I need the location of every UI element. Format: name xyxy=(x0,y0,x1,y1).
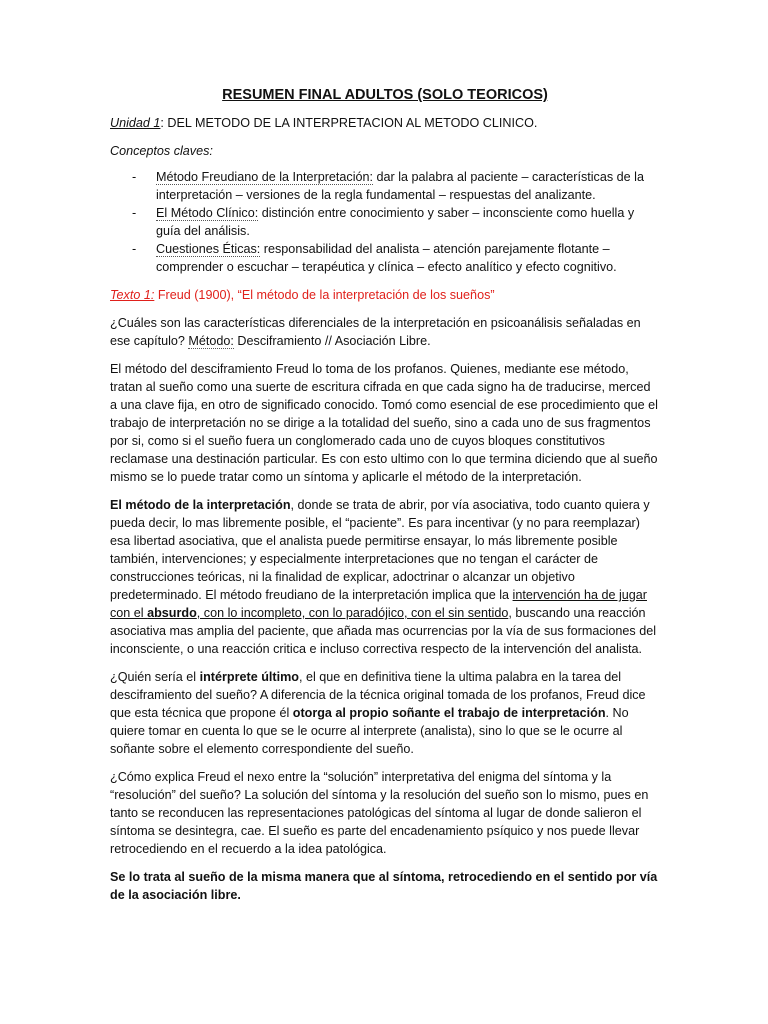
p3-text-2: , el que en definitiva tiene la ultima palabra en la tarea del desciframiento del sueño? A diferencia de la técnica original tomada de los profanos, Freud dice que esta técnica que propone él xyxy=(110,670,646,720)
concept-desc: distinción entre conocimiento y saber – inconsciente como huella y guía del análisis. xyxy=(156,206,635,238)
method-label: Método: xyxy=(188,334,234,348)
dash-bullet: - xyxy=(132,242,137,256)
concept-term: Método Freudiano de la Interpretación: xyxy=(156,170,374,184)
unit-text: : DEL METODO DE LA INTERPRETACION AL METODO CLINICO. xyxy=(160,116,538,130)
dash-bullet: - xyxy=(132,170,137,184)
p2-bold: El método de la interpretación xyxy=(110,498,291,512)
concept-desc: responsabilidad del analista – atención parejamente flotante – comprender o escuchar – terapéutica y clínica – efecto analítico y efecto cognitivo. xyxy=(156,242,617,274)
paragraph-3 xyxy=(110,668,660,758)
question-1 xyxy=(110,314,660,350)
q1-text: ¿Cuáles son las características diferenciales de la interpretación en psicoanálisis señaladas en ese capítulo? xyxy=(110,316,641,348)
text1-heading xyxy=(110,286,660,304)
paragraph-1: El método del desciframiento Freud lo toma de los profanos. Quienes, mediante ese método, tratan al sueño como una suerte de escritura cifrada en que cada signo ha de traducirse, merced a una clave fija, en otro de significado conocido. Tomó como esencial de ese procedimiento que el trabajo de interpretación no se dirige a la totalidad del sueño, sino a cada uno de sus fragmentos por si, como si el sueño fuera un conglomerado cada uno de cuyos bloques constitutivos reclamase una destinación particular. Es con esto ultimo con lo que termina diciendo que al sueño mismo se lo puede tratar como un síntoma y aplicarle el método de la interpretación. xyxy=(110,362,658,484)
paragraph-4: ¿Cómo explica Freud el nexo entre la “solución” interpretativa del enigma del síntoma y la “resolución” del sueño? La solución del síntoma y la resolución del sueño son lo mismo, pues en tanto se reconducen las representaciones patológicas del síntoma al lugar de donde salieron el síntoma se desintegra, cae. El sueño es parte del encadenamiento psíquico y nos puede llevar retrocediendo en el recuerdo a la idea patológica. xyxy=(110,770,649,856)
concepts-heading: Conceptos claves: xyxy=(110,144,213,158)
p2-underline-bold: absurdo xyxy=(147,606,197,620)
concept-term: Cuestiones Éticas: xyxy=(156,242,261,256)
p3-bold-2: otorga al propio soñante el trabajo de interpretación xyxy=(292,706,606,720)
text1-label: Texto 1: xyxy=(110,288,155,302)
unit-line xyxy=(110,114,660,132)
concept-desc: dar la palabra al paciente – características de la interpretación – versiones de la regla fundamental – respuestas del analizante. xyxy=(156,170,644,202)
unit-label: Unidad 1 xyxy=(110,116,161,130)
page-title: RESUMEN FINAL ADULTOS (SOLO TEORICOS) xyxy=(222,87,548,103)
p3-text-1: ¿Quién sería el xyxy=(110,670,200,684)
list-item xyxy=(110,168,660,204)
list-item xyxy=(110,204,660,240)
q1-answer: Desciframiento // Asociación Libre. xyxy=(233,334,431,348)
p2-underline-2: , con lo incompleto, con lo paradójico, con el sin sentido xyxy=(196,606,509,620)
dash-bullet: - xyxy=(132,206,137,220)
p2-text: , donde se trata de abrir, por vía asociativa, todo cuanto quiera y pueda decir, lo mas libremente posible, el “paciente”. Es para incentivar (y no para reemplazar) esa libertad asociativa, que el analista puede permitirse ensayar, lo más libremente posible también, intervenciones; y especialmente interpretaciones que no tengan el carácter de construcciones teóricas, ni la finalidad de explicar, adoctrinar o alcanzar un objetivo predeterminado. El método freudiano de la interpretación implica que la xyxy=(110,498,650,602)
p3-text-3: . No quiere tomar en cuenta lo que se le ocurre al interprete (analista), sino lo que se le ocurre al soñante sobre el elemento correspondiente del sueño. xyxy=(110,706,629,756)
text1-title: Freud (1900), “El método de la interpretación de los sueños” xyxy=(154,288,495,302)
p3-bold-1: intérprete último xyxy=(199,670,299,684)
concepts-list xyxy=(110,168,660,276)
list-item xyxy=(110,240,660,276)
p2-underline-1: intervención ha de jugar con el xyxy=(110,588,647,620)
concept-term: El Método Clínico: xyxy=(156,206,259,220)
paragraph-2 xyxy=(110,496,660,658)
paragraph-5: Se lo trata al sueño de la misma manera que al síntoma, retrocediendo en el sentido por vía de la asociación libre. xyxy=(110,870,658,902)
p2-text-end: , buscando una reacción asociativa mas amplia del paciente, que añada mas ocurrencias por la vía de sus formaciones del inconsciente, o una reacción critica e incluso correctiva respecto de la intervención del analista. xyxy=(110,606,657,656)
